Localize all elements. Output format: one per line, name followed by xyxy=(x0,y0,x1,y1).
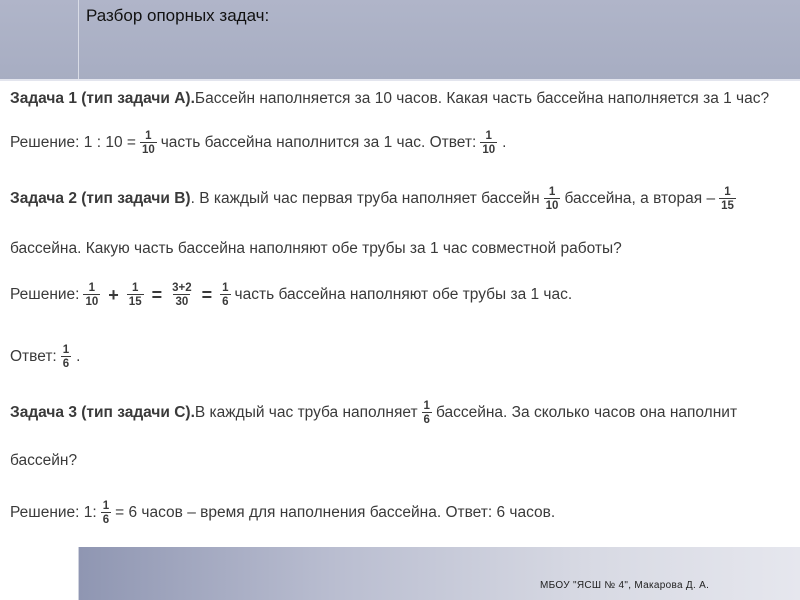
task3-statement-cont xyxy=(10,452,77,470)
task2-text-a: . В каждый час первая труба наполняет бассейн xyxy=(190,190,540,208)
task2-solution-text: часть бассейна наполняют обе трубы за 1 час. xyxy=(234,286,573,304)
task1-solution: Решение: 1 : 10 = $\frac{1}{10}$ часть бассейна наполнится за 1 час. Ответ: $\frac{1}{10}$ . xyxy=(10,130,507,157)
footer-left-block xyxy=(0,547,78,600)
task2-solution xyxy=(10,282,572,308)
fraction: $\frac{1}{6}$ xyxy=(102,500,110,527)
task1-solution-text: часть бассейна наполнится за 1 час. Ответ: xyxy=(160,134,477,152)
task3-text-c: бассейн? xyxy=(10,452,78,469)
fraction: $\frac{1}{10}$ xyxy=(545,186,559,213)
task1-statement xyxy=(10,90,769,108)
footer-band xyxy=(79,547,800,600)
task2-text-b: бассейна, а вторая – xyxy=(564,190,716,208)
equals-sign: = xyxy=(201,284,213,305)
task3-solution-label: Решение: 1: xyxy=(10,504,97,522)
author-credit: МБОУ "ЯСШ № 4", Макарова Д. А. xyxy=(540,580,710,591)
task3-solution xyxy=(10,500,555,526)
task1-solution-label: Решение: 1 : 10 = xyxy=(10,134,136,152)
fraction: $\frac{1}{6}$ xyxy=(222,282,229,309)
answer-fraction: $\frac{1}{6}$ xyxy=(62,344,70,371)
task2-statement-cont xyxy=(10,240,622,258)
fraction: $\frac{1}{6}$ xyxy=(423,400,430,427)
fraction: $\frac{1}{15}$ xyxy=(128,282,142,309)
task3-solution-text: = 6 часов – время для наполнения бассейна. Ответ: 6 часов. xyxy=(115,504,556,522)
answer-fraction: $\frac{1}{10}$ xyxy=(482,130,496,157)
task1-label: Задача 1 (тип задачи А). xyxy=(10,90,195,107)
equals-sign: = xyxy=(151,284,163,305)
task3-statement xyxy=(10,400,737,426)
fraction: $\frac{1}{10}$ xyxy=(141,130,155,157)
fraction: $\frac{1}{15}$ xyxy=(721,186,734,213)
task2-answer-label: Ответ: xyxy=(10,348,57,366)
task2-answer: Ответ: $\frac{1}{6}$ . xyxy=(10,344,81,371)
plus-sign: + xyxy=(108,284,119,305)
slide-title: Разбор опорных задач: xyxy=(86,6,270,25)
task3-text-a: В каждый час труба наполняет xyxy=(194,404,418,422)
task2-label: Задача 2 (тип задачи В) xyxy=(10,190,191,208)
fraction: $\frac{3+2}{30}$ xyxy=(172,282,192,309)
header-bottom-rule xyxy=(0,79,800,81)
task2-solution-label: Решение: xyxy=(10,286,80,304)
task2-text-c: бассейна. Какую часть бассейна наполняют обе трубы за 1 час совместной работы? xyxy=(10,240,622,257)
fraction: $\frac{1}{10}$ xyxy=(85,282,99,309)
task2-statement xyxy=(10,186,740,212)
task3-text-b: бассейна. За сколько часов она наполнит xyxy=(435,404,738,422)
task3-label: Задача 3 (тип задачи С). xyxy=(10,404,195,422)
task1-text: Бассейн наполняется за 10 часов. Какая часть бассейна наполняется за 1 час? xyxy=(194,90,770,107)
header-divider xyxy=(78,0,79,80)
slide-content xyxy=(0,82,800,544)
